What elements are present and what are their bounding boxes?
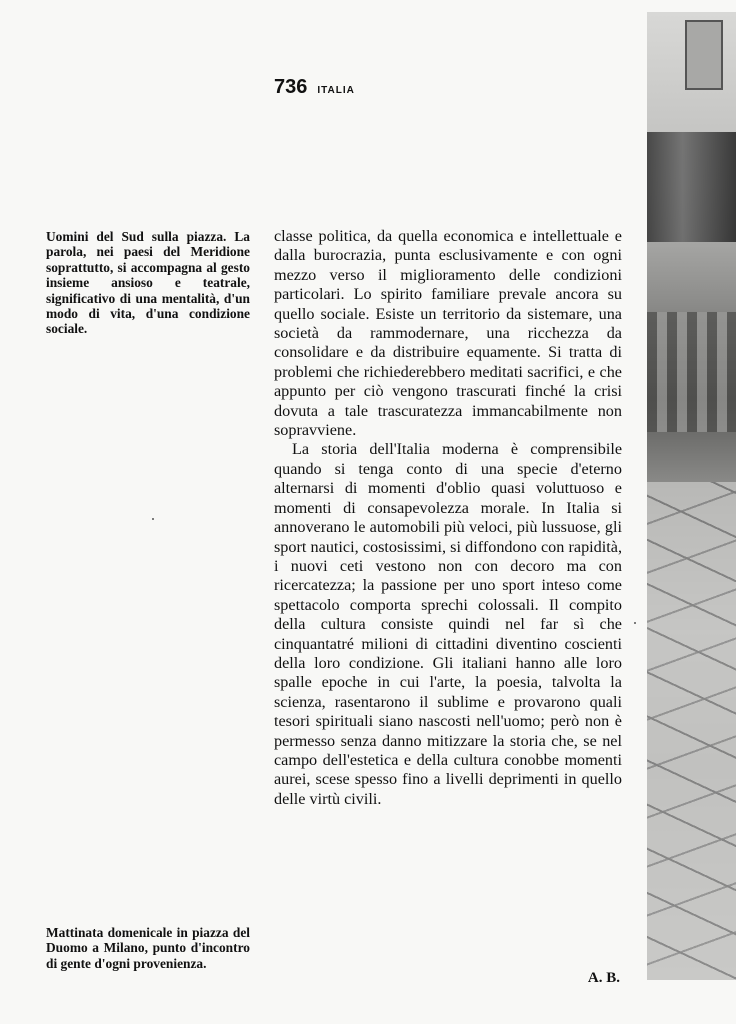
article-paragraph-1: classe politica, da quella economica e intellettuale e dalla burocrazia, punta esclusivamente e con ogni mezzo verso il miglioramento delle condizioni particolari. Lo spirito familiare prevale ancora su quello sociale. Esiste un territorio da sistemare, una società da rammodernare, una ricchezza da consolidare e da distribuire equamente. Si tratta di problemi che richiederebbero meditati sacrifici, e che appunto per ciò vengono trascurati finché la crisi dovuta a tale trascuratezza immancabilmente non sopravviene. <box>274 227 622 440</box>
section-name: ITALIA <box>317 85 355 96</box>
wall-frame-detail <box>685 20 723 90</box>
page-number: 736 <box>274 76 308 98</box>
article-paragraph-2: La storia dell'Italia moderna è comprensibile quando si tenga conto di una specie d'eterno alternarsi di momenti d'oblio quasi voluttuoso e momenti di consapevolezza morale. In Italia si annoverano le automobili più veloci, più lussuose, gli sport nautici, costosissimi, si diffondono con rapidità, i nuovi ceti vestono non con decoro ma con ricercatezza; la passione per uno sport inteso come spettacolo comporta sprechi colossali. Il compito della cultura consiste quindi nel far sì che cinquantatré milioni di cittadini diventino coscienti della loro condizione. Gli italiani hanno alle loro spalle epoche in cui l'arte, la poesia, talvolta la scienza, rasentarono il sublime e provarono quali tesori spirituali siano nascosti nell'uomo; però non è permesso senza danno mitizzare la storia che, se nel campo dell'estetica e della cultura conobbe momenti aurei, scese spesso fino a livelli deprimenti in quello delle virtù civili. <box>274 440 622 808</box>
photo-strip-image <box>647 12 736 980</box>
caption-top: Uomini del Sud sulla piazza. La parola, nei paesi del Meridione soprattutto, si accompagna al gesto insieme ansioso e teatrale, significativo di una mentalità, d'un modo di vita, d'una condizione sociale. <box>46 229 250 337</box>
print-speck <box>152 518 154 520</box>
author-signature: A. B. <box>587 970 620 986</box>
article-body <box>274 227 622 809</box>
print-speck <box>634 622 636 624</box>
caption-bottom: Mattinata domenicale in piazza del Duomo a Milano, punto d'incontro di gente d'ogni provenienza. <box>46 925 250 971</box>
balustrade-detail <box>647 312 736 432</box>
column-detail <box>647 132 736 242</box>
running-head <box>274 76 355 99</box>
paving-detail <box>647 482 736 980</box>
